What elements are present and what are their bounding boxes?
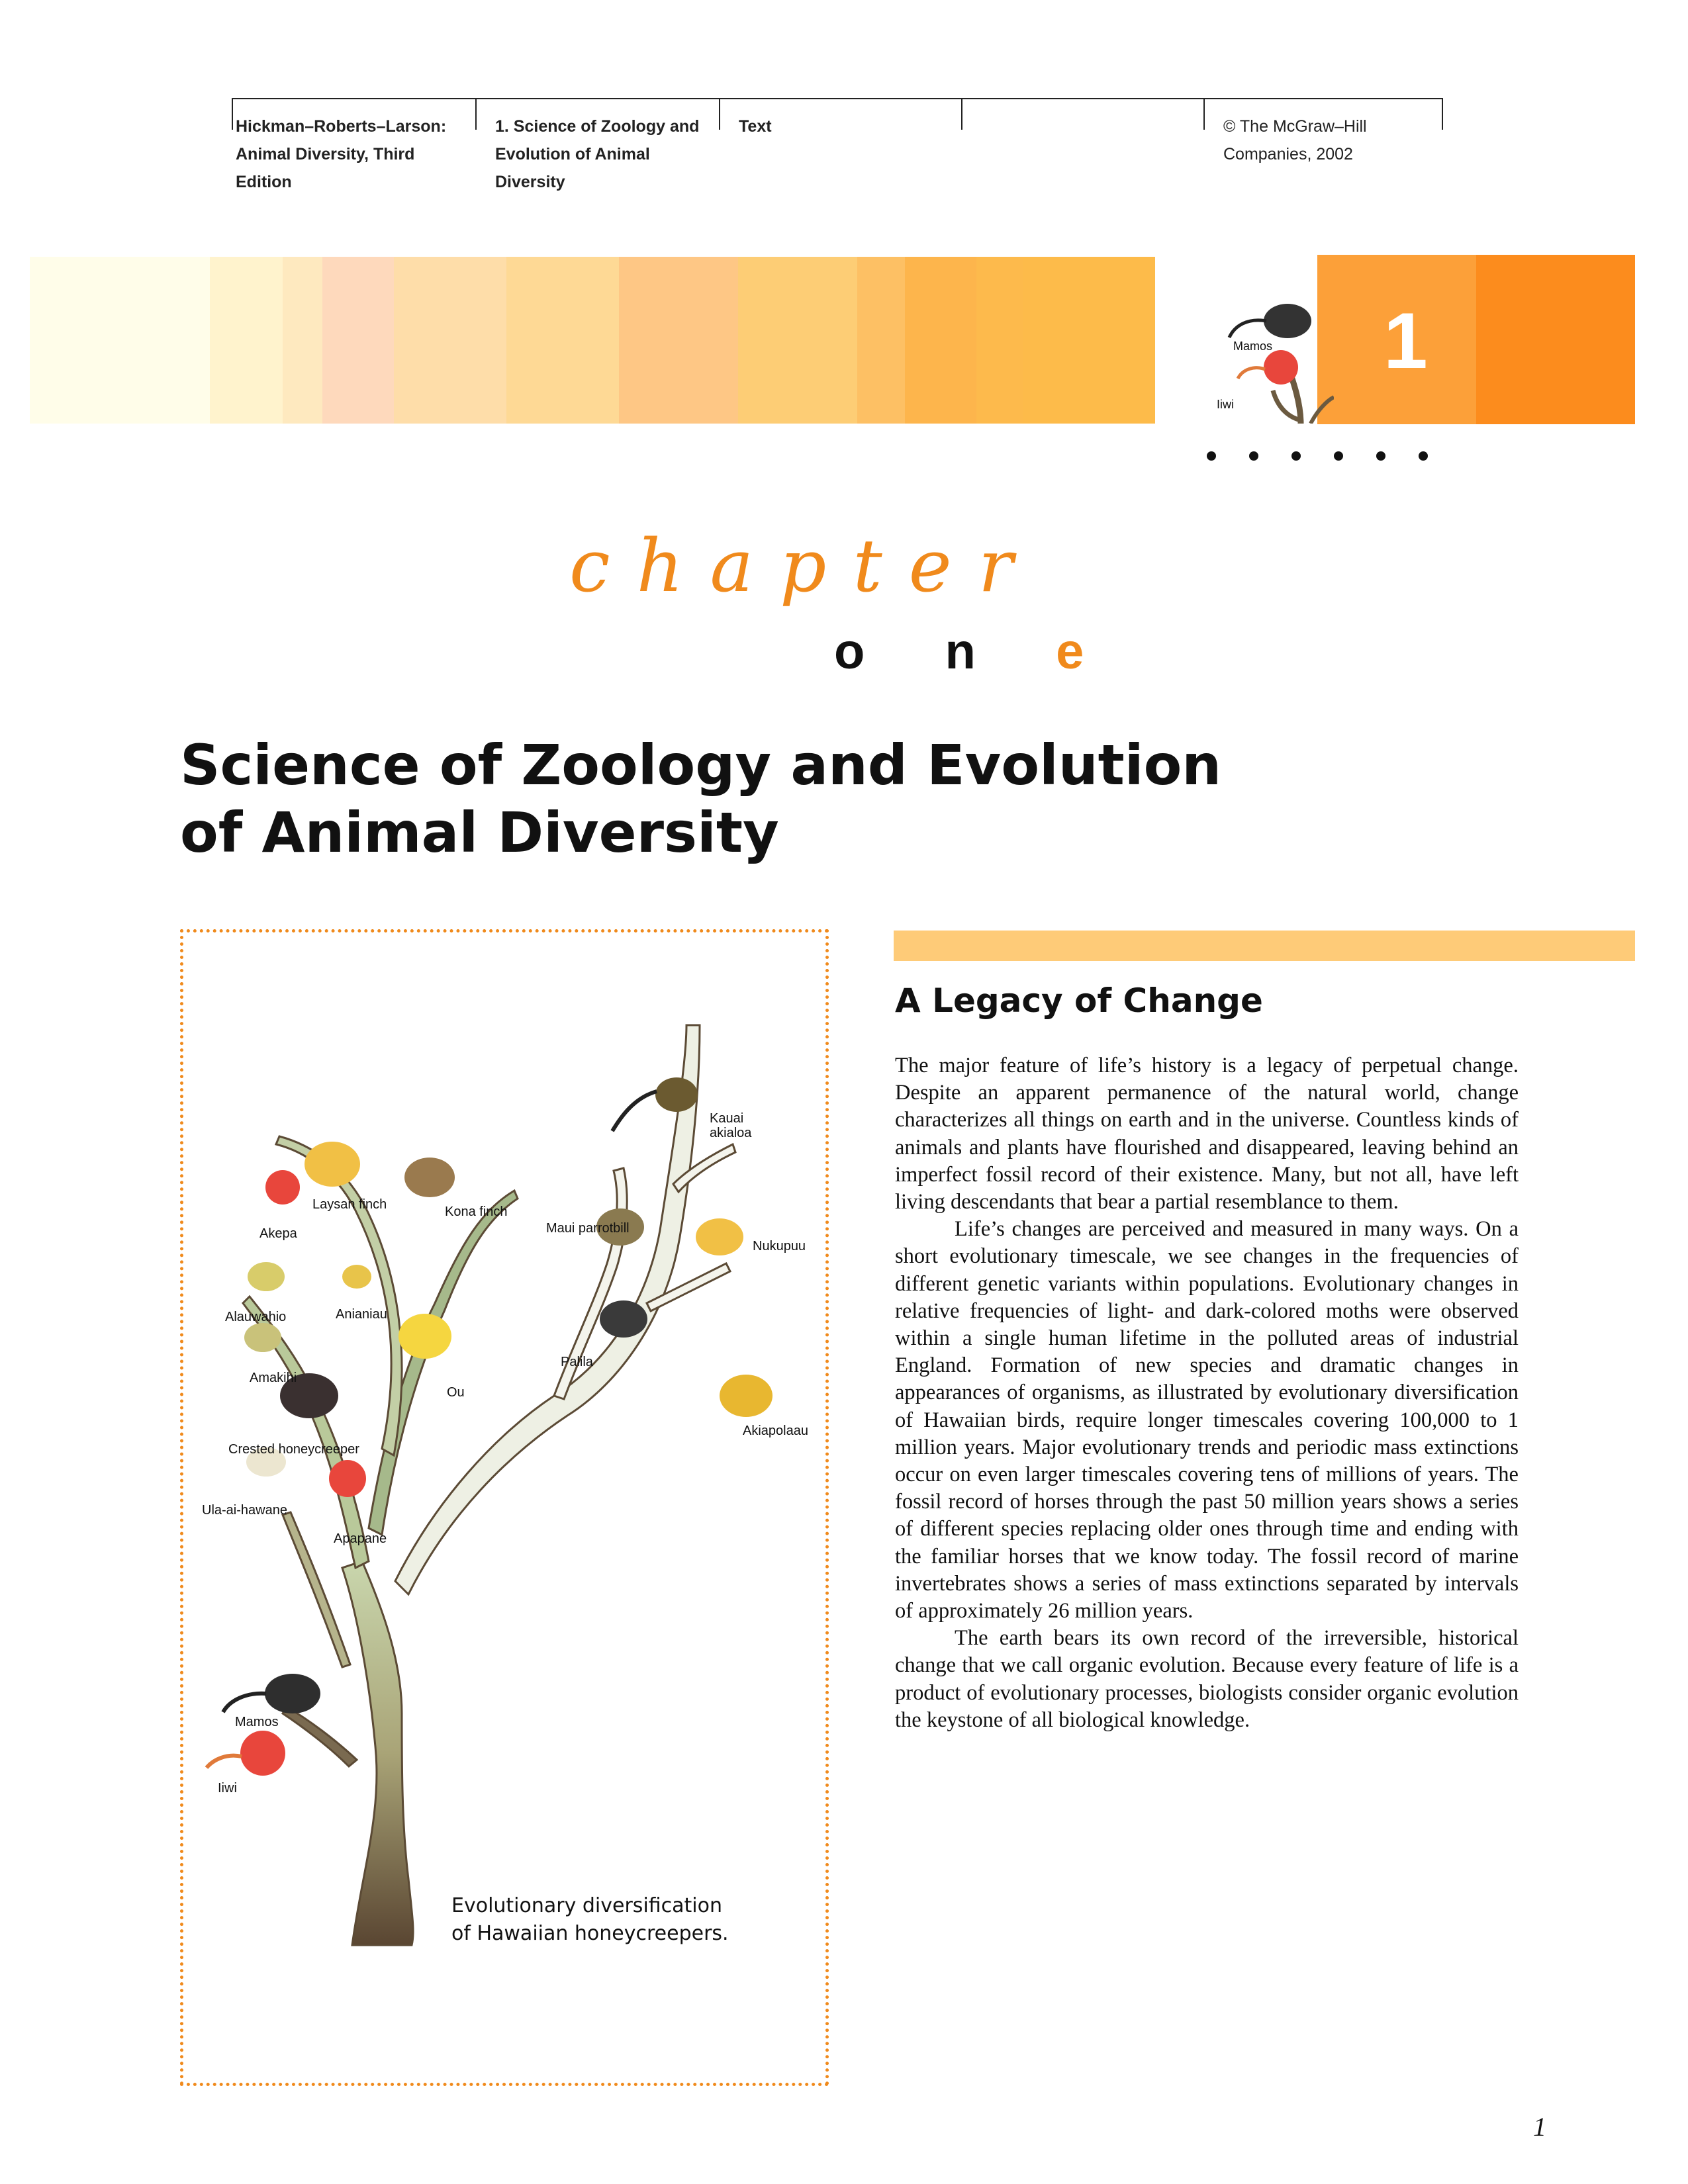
chapter-title: Science of Zoology and Evolution of Animal Diversity bbox=[180, 733, 1222, 865]
banner-swatch bbox=[619, 257, 738, 424]
label-alauwahio: Alauwahio bbox=[225, 1310, 287, 1324]
label-apapane: Apapane bbox=[334, 1531, 387, 1546]
header-chapter-title: 1. Science of Zoology and Evolution of Animal Diversity bbox=[495, 117, 700, 191]
banner-swatch bbox=[738, 257, 857, 424]
chapter-number: 1 bbox=[1383, 296, 1428, 385]
chapter-word: chapter bbox=[569, 523, 1040, 608]
banner-swatch bbox=[322, 257, 394, 424]
banner-swatch bbox=[905, 257, 976, 424]
figure-caption: Evolutionary diversification of Hawaiian honeycreepers. bbox=[451, 1894, 729, 1945]
header-book-title: Hickman–Roberts–Larson: Animal Diversity, Third Edition bbox=[236, 117, 447, 191]
label-anianiau: Anianiau bbox=[336, 1307, 387, 1322]
label-amakihi: Amakihi bbox=[250, 1371, 297, 1385]
decorative-dots bbox=[1205, 446, 1436, 466]
body-paragraph: Life’s changes are perceived and measured in many ways. On a short evolutionary timescale, we see changes in the frequencies of different genetic variants within populations. Evolutionary changes in relative frequencies of light- and dark-colored moths were observed within a single human lifetime in the polluted areas of industrial England. Formation of new species and dramatic changes in appearances of organisms, as illustrated by evolutionary diversification of Hawaiian birds, require longer timescales covering 100,000 to 1 million years. Major evolutionary trends and periodic mass extinctions occur on even larger timescales covering tens of millions of years. The fossil record of horses through the past 50 million years shows a series of different species replacing older ones through time and ending with the familiar horses that we know today. The fossil record of marine invertebrates shows a series of mass extinctions separated by intervals of approximately 26 million years. bbox=[895, 1217, 1519, 1623]
chapter-number-word-accent: e bbox=[1056, 623, 1117, 680]
label-akepa: Akepa bbox=[259, 1226, 297, 1241]
label-ula-ai-hawane: Ula-ai-hawane bbox=[202, 1503, 287, 1518]
label-ou: Ou bbox=[447, 1385, 465, 1400]
header-divider bbox=[1442, 98, 1443, 130]
label-nukupuu: Nukupuu bbox=[753, 1239, 806, 1253]
label-laysan-finch: Laysan finch bbox=[312, 1197, 387, 1212]
header-section-type: Text bbox=[739, 117, 772, 136]
header-divider bbox=[1203, 98, 1205, 130]
dot bbox=[1249, 451, 1258, 461]
section-heading: A Legacy of Change bbox=[895, 981, 1263, 1020]
banner-swatch bbox=[283, 257, 322, 424]
header-divider bbox=[961, 98, 962, 130]
banner-swatch bbox=[506, 257, 619, 424]
header-copyright: © The McGraw–Hill Companies, 2002 bbox=[1223, 117, 1367, 163]
dot bbox=[1419, 451, 1428, 461]
chapter-number-word-main: o n bbox=[834, 623, 1056, 680]
banner-swatch bbox=[30, 257, 210, 424]
honeycreeper-figure bbox=[180, 929, 829, 2086]
header-rule bbox=[232, 98, 1443, 99]
dot bbox=[1291, 451, 1301, 461]
label-crested-honeycreeper: Crested honeycreeper bbox=[228, 1442, 359, 1457]
banner-swatch bbox=[210, 257, 283, 424]
label-mamos: Mamos bbox=[235, 1715, 279, 1729]
banner-swatch bbox=[394, 257, 506, 424]
label-maui-parrotbill: Maui parrotbill bbox=[546, 1221, 630, 1236]
label-kona-finch: Kona finch bbox=[445, 1205, 508, 1219]
banner-label-mamos: Mamos bbox=[1233, 340, 1273, 353]
banner-swatch bbox=[976, 257, 1023, 424]
chapter-number-word bbox=[834, 622, 1117, 682]
body-paragraph: The major feature of life’s history is a legacy of perpetual change. Despite an apparent permanence of the natural world, change characterizes all things on earth and in the universe. Countless kinds of animals and plants have flourished and disappeared, leaving behind an imperfect fossil record of their existence. Many, but not all, have left living descendants that bear a partial resemblance to them. bbox=[895, 1054, 1519, 1214]
label-palila: Palila bbox=[561, 1355, 593, 1369]
banner-swatch bbox=[1476, 255, 1635, 424]
label-iiwi: Iiwi bbox=[218, 1781, 237, 1796]
header-divider bbox=[232, 98, 233, 130]
page-number: 1 bbox=[1533, 2112, 1546, 2142]
banner-label-iiwi: Iiwi bbox=[1217, 398, 1234, 411]
dot bbox=[1207, 451, 1216, 461]
running-header bbox=[232, 98, 1443, 197]
header-divider bbox=[719, 98, 720, 130]
dot bbox=[1334, 451, 1343, 461]
section-body bbox=[895, 1052, 1519, 1734]
header-divider bbox=[475, 98, 477, 130]
label-kauai-akialoa: Kauai akialoa bbox=[710, 1111, 752, 1140]
label-akiapolaau: Akiapolaau bbox=[743, 1424, 808, 1438]
banner-swatch bbox=[857, 257, 905, 424]
section-accent-bar bbox=[894, 931, 1635, 961]
body-paragraph: The earth bears its own record of the irreversible, historical change that we call organic evolution. Because every feature of life is a product of evolutionary processes, biologists consider organic evolution the keystone of all biological knowledge. bbox=[895, 1626, 1519, 1732]
banner-swatch bbox=[1023, 257, 1155, 424]
dot bbox=[1376, 451, 1385, 461]
